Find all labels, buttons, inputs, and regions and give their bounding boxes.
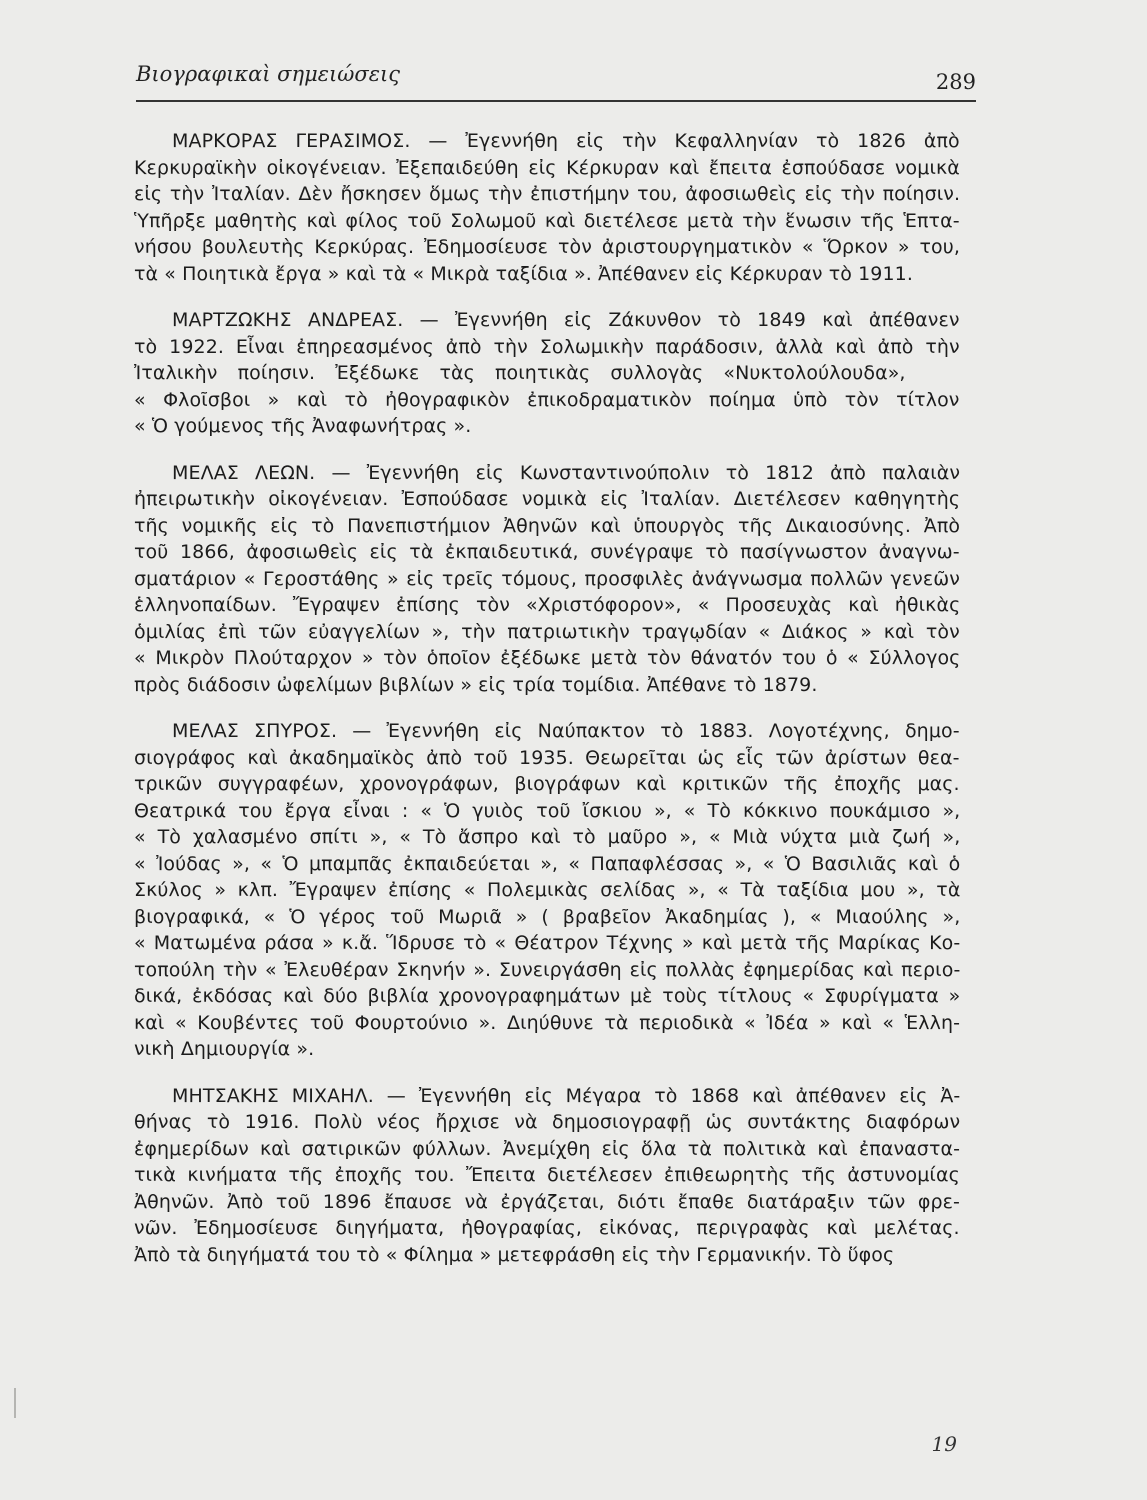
entry-line: τοῦ 1866, ἀφοσιωθεὶς εἰς τὰ ἐκπαιδευτικά, συνέγραψε τὸ πασίγνωστον ἀναγνω- [134, 541, 960, 563]
header-rule [136, 100, 976, 102]
entry-line: ἐφημερίδων καὶ σατιρικῶν φύλλων. Ἀνεμίχθη εἰς ὅλα τὰ πολιτικὰ καὶ ἐπαναστα- [134, 1137, 961, 1160]
entry-line: νήσου βουλευτὴς Κερκύρας. Ἐδημοσίευσε τὸν ἀριστουργηματικὸν « Ὅρκον » του, [134, 236, 960, 258]
entry-line: ἑλληνοπαίδων. Ἔγραψεν ἐπίσης τὸν «Χριστόφορον», « Προσευχὰς καὶ ἠθικὰς [134, 594, 961, 616]
entry-line: πρὸς διάδοσιν ὠφελίμων βιβλίων » εἰς τρία τομίδια. Ἀπέθανε τὸ 1879. [134, 673, 818, 696]
entry-line: « Ἰούδας », « Ὁ μπαμπᾶς ἐκπαιδεύεται », « Παπαφλέσσας », « Ὁ Βασιλιᾶς καὶ ὁ [134, 852, 961, 875]
entry-line: καὶ « Κουβέντες τοῦ Φουρτούνιο ». Διηύθυνε τὰ περιοδικὰ « Ἰδέα » καὶ « Ἑλλη- [134, 1011, 961, 1034]
running-head [136, 60, 976, 100]
entry-line: Ἰταλικὴν ποίησιν. Ἐξέδωκε τὰς ποιητικὰς συλλογὰς «Νυκτολούλουδα», [134, 362, 906, 384]
entry-line: τὸ 1922. Εἶναι ἐπηρεασμένος ἀπὸ τὴν Σολωμικὴν παράδοσιν, ἀλλὰ καὶ ἀπὸ τὴν [134, 335, 960, 358]
entry-line: Σκύλος » κλπ. Ἔγραψεν ἐπίσης « Πολεμικὰς σελίδας », « Τὰ ταξίδια μου », τὰ [134, 879, 961, 901]
entry-line: Ὑπῆρξε μαθητὴς καὶ φίλος τοῦ Σολωμοῦ καὶ διετέλεσε μετὰ τὴν ἕνωσιν τῆς Ἑπτα- [134, 209, 960, 232]
entry-line: Ἀπὸ τὰ διηγήματά του τὸ « Φίλημα » μετεφράσθη εἰς τὴν Γερμανικήν. Τὸ ὕφος [134, 1243, 895, 1266]
entry-martzokis-andreas [134, 307, 960, 440]
entry-line: ὁμιλίας ἐπὶ τῶν εὐαγγελίων », τὴν πατριωτικὴν τραγῳδίαν « Διάκος » καὶ τὸν [134, 620, 960, 643]
entry-mitsakis-michail [134, 1083, 960, 1269]
entry-line: νικὴ Δημιουργία ». [134, 1038, 315, 1060]
entry-line: τικὰ κινήματα τῆς ἐποχῆς του. Ἔπειτα διετέλεσεν ἐπιθεωρητὴς τῆς ἀστυνομίας [134, 1164, 960, 1186]
entry-line: « Ματωμένα ράσα » κ.ἄ. Ἵδρυσε τὸ « Θέατρον Τέχνης » καὶ μετὰ τῆς Μαρίκας Κο- [134, 932, 961, 954]
entry-line: σιογράφος καὶ ἀκαδημαϊκὸς ἀπὸ τοῦ 1935. Θεωρεῖται ὡς εἷς τῶν ἀρίστων θεα- [134, 746, 960, 769]
entry-line: τὰ « Ποιητικὰ ἔργα » καὶ τὰ « Μικρὰ ταξίδια ». Ἀπέθανεν εἰς Κέρκυραν τὸ 1911. [134, 262, 913, 285]
entry-line: Ἀθηνῶν. Ἀπὸ τοῦ 1896 ἔπαυσε νὰ ἐργάζεται, διότι ἔπαθε διατάραξιν τῶν φρε- [134, 1190, 960, 1213]
entry-line: βιογραφικά, « Ὁ γέρος τοῦ Μωριᾶ » ( βραβεῖον Ἀκαδημίας ), « Μιαούλης », [134, 905, 961, 928]
entry-line: δικά, ἐκδόσας καὶ δύο βιβλία χρονογραφημάτων μὲ τοὺς τίτλους « Σφυρίγματα » [134, 985, 961, 1007]
running-title: Βιογραφικαὶ σημειώσεις [136, 62, 400, 86]
body-text [134, 128, 960, 1288]
entry-line: ΜΑΡΤΖΩΚΗΣ ΑΝΔΡΕΑΣ. — Ἐγεννήθη εἰς Ζάκυνθον τὸ 1849 καὶ ἀπέθανεν [172, 309, 960, 331]
entry-line: ἠπειρωτικὴν οἰκογένειαν. Ἐσπούδασε νομικὰ εἰς Ἰταλίαν. Διετέλεσεν καθηγητὴς [134, 488, 961, 510]
scan-gutter-mark [14, 1388, 16, 1418]
entry-line: ΜΗΤΣΑΚΗΣ ΜΙΧΑΗΛ. — Ἐγεννήθη εἰς Μέγαρα τὸ 1868 καὶ ἀπέθανεν εἰς Ἀ- [172, 1084, 961, 1107]
entry-line: σματάριον « Γεροστάθης » εἰς τρεῖς τόμους, προσφιλὲς ἀνάγνωσμα πολλῶν γενεῶν [134, 567, 960, 590]
entry-line: τοπούλη τὴν « Ἐλευθέραν Σκηνήν ». Συνειργάσθη εἰς πολλὰς ἐφημερίδας καὶ περιο- [134, 958, 961, 981]
entry-line: « Μικρὸν Πλούταρχον » τὸν ὁποῖον ἐξέδωκε μετὰ τὸν θάνατόν του ὁ « Σύλλογος [134, 647, 961, 669]
entry-line: Θεατρικά του ἔργα εἶναι : « Ὁ γυιὸς τοῦ ἴσκιου », « Τὸ κόκκινο πουκάμισο », [134, 799, 961, 822]
entry-line: Κερκυραϊκὴν οἰκογένειαν. Ἐξεπαιδεύθη εἰς Κέρκυραν καὶ ἔπειτα ἐσπούδασε νομικὰ [134, 156, 960, 179]
entry-line: « Ὁ γούμενος τῆς Ἀναφωνήτρας ». [134, 415, 472, 437]
entry-line: θήνας τὸ 1916. Πολὺ νέος ἤρχισε νὰ δημοσιογραφῇ ὡς συντάκτης διαφόρων [134, 1111, 961, 1133]
entry-line: « Φλοῖσβοι » καὶ τὸ ἠθογραφικὸν ἐπικοδραματικὸν ποίημα ὑπὸ τὸν τίτλον [134, 388, 960, 411]
entry-line: εἰς τὴν Ἰταλίαν. Δὲν ἤσκησεν ὅμως τὴν ἐπιστήμην του, ἀφοσιωθεὶς εἰς τὴν ποίησιν. [134, 183, 961, 205]
entry-line: τρικῶν συγγραφέων, χρονογράφων, βιογράφων καὶ κριτικῶν τῆς ἐποχῆς μας. [134, 773, 960, 795]
entry-line: νῶν. Ἐδημοσίευσε διηγήματα, ἠθογραφίας, εἰκόνας, περιγραφὰς καὶ μελέτας. [134, 1217, 960, 1239]
page-number: 289 [935, 70, 976, 94]
entry-line: ΜΕΛΑΣ ΛΕΩΝ. — Ἐγεννήθη εἰς Κωνσταντινούπολιν τὸ 1812 ἀπὸ παλαιὰν [172, 461, 961, 484]
entry-line: ΜΕΛΑΣ ΣΠΥΡΟΣ. — Ἐγεννήθη εἰς Ναύπακτον τὸ 1883. Λογοτέχνης, δημο- [172, 720, 960, 742]
entry-line: « Τὸ χαλασμένο σπίτι », « Τὸ ἄσπρο καὶ τὸ μαῦρο », « Μιὰ νύχτα μιὰ ζωή », [134, 826, 961, 848]
entry-line: ΜΑΡΚΟΡΑΣ ΓΕΡΑΣΙΜΟΣ. — Ἐγεννήθη εἰς τὴν Κεφαλληνίαν τὸ 1826 ἀπὸ [172, 130, 960, 152]
entry-line: τῆς νομικῆς εἰς τὸ Πανεπιστήμιον Ἀθηνῶν καὶ ὑπουργὸς τῆς Δικαιοσύνης. Ἀπὸ [134, 514, 961, 537]
entry-melas-leon [134, 460, 960, 699]
entry-marcoras-gerasimos [134, 128, 960, 287]
signature-mark: 19 [931, 1432, 957, 1456]
entry-melas-spyros [134, 718, 960, 1063]
